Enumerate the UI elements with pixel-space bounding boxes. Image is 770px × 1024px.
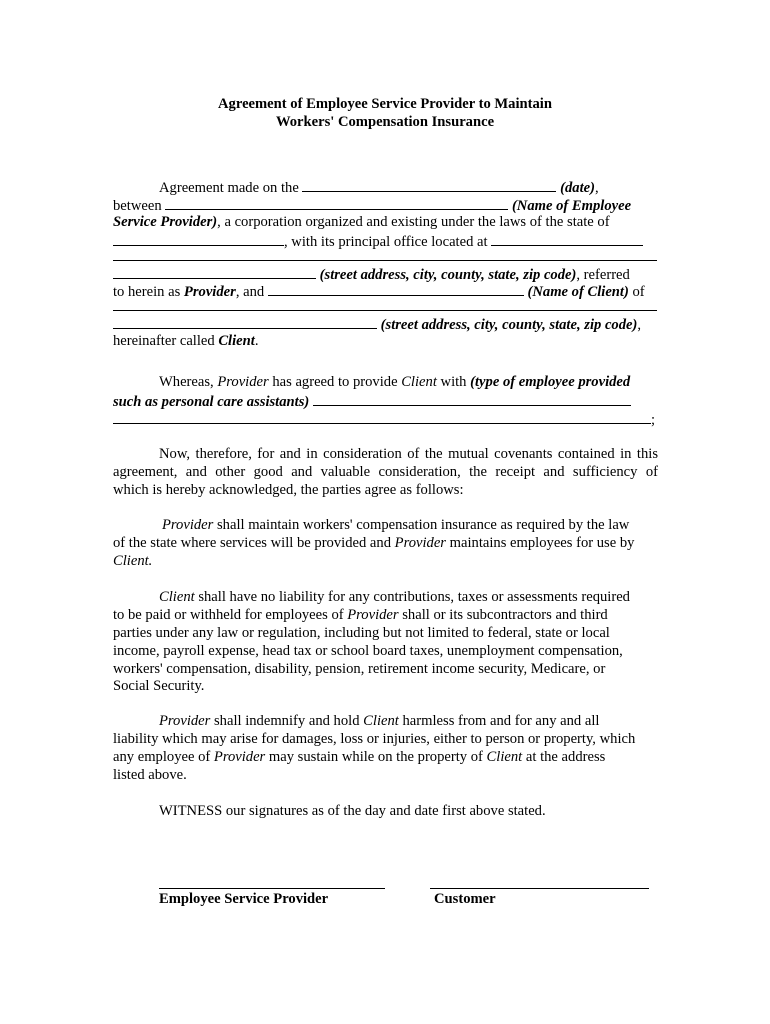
whereas-line-1 (113, 374, 658, 392)
date-blank[interactable] (302, 178, 556, 192)
p2-line-4: income, payroll expense, head tax or school board taxes, unemployment compensation, (113, 642, 623, 659)
employee-type-blank[interactable] (313, 392, 631, 406)
between-text: between (113, 197, 162, 214)
intro-line-7 (113, 315, 658, 333)
intro-line-3 (113, 214, 658, 232)
p2-line-1 (113, 589, 658, 607)
provider-signature-line[interactable] (159, 872, 385, 889)
employee-type-blank-2[interactable] (113, 410, 651, 424)
p3-line-3-b: may sustain while on the property of (265, 748, 487, 765)
p2-line-3: parties under any law or regulation, including but not limited to federal, state or local (113, 624, 610, 641)
intro-line-2 (113, 196, 658, 214)
comma: , (594, 180, 599, 196)
p1-line-3 (113, 553, 658, 571)
whereas-client: Client (401, 374, 437, 390)
address-blank-line[interactable] (113, 250, 657, 261)
office-blank[interactable] (491, 232, 643, 246)
type-label-a: (type of employee provided (470, 374, 631, 390)
provider-signature-label: Employee Service Provider (159, 891, 329, 907)
made-on-text: Agreement made on the (159, 180, 299, 196)
intro-line-5 (113, 265, 658, 283)
client-address-blank[interactable] (113, 315, 377, 329)
office-text: , with its principal office located at (284, 233, 488, 250)
p3-line-1-client: Client (363, 713, 399, 729)
p1-client: Client. (113, 552, 153, 569)
referred-text: , referred (576, 266, 630, 283)
paragraph-3 (113, 713, 658, 785)
client-name-label: (Name of Client) (527, 284, 629, 301)
intro-line-8 (113, 333, 658, 351)
p2-client: Client (159, 589, 195, 605)
hereinafter-text: hereinafter called (113, 333, 219, 350)
paragraph-2 (113, 589, 658, 696)
provider-name-blank[interactable] (165, 196, 508, 210)
whereas-line-2 (113, 392, 658, 410)
client-address-blank-line[interactable] (113, 300, 657, 311)
p3-line-3 (113, 749, 658, 767)
p1-line-2 (113, 535, 658, 553)
customer-signature-label: Customer (434, 891, 496, 907)
semicolon: ; (651, 411, 656, 428)
title-line-1: Agreement of Employee Service Provider to Maintain (218, 96, 552, 112)
p1-line-1-rest: shall maintain workers' compensation insurance as required by the law (213, 517, 630, 533)
p2-line-2-a: to be paid or withheld for employees of (113, 606, 348, 623)
now-line-3: which is hereby acknowledged, the parties agree as follows: (113, 481, 464, 498)
whereas-line-3 (113, 410, 658, 428)
address-blank[interactable] (113, 265, 316, 279)
p1-provider: Provider (162, 517, 214, 533)
provider-name-label-b: Service Provider) (113, 213, 218, 230)
corp-text: , a corporation organized and existing under the laws of the state of (217, 213, 610, 230)
p3-line-3-c: at the address (522, 748, 606, 765)
state-blank[interactable] (113, 232, 284, 246)
whereas-provider: Provider (217, 374, 269, 390)
signature-block-provider (159, 872, 385, 909)
p1-line-2-a: of the state where services will be provided and (113, 534, 395, 551)
p3-provider: Provider (159, 713, 211, 729)
now-therefore-paragraph (113, 446, 658, 500)
type-label-b: such as personal care assistants) (113, 393, 310, 410)
p3-line-2: liability which may arise for damages, loss or injuries, either to person or property, which (113, 730, 636, 747)
p3-line-3-provider: Provider (213, 748, 266, 765)
intro-line-1 (113, 178, 658, 196)
herein-text: to herein as (113, 284, 184, 301)
p3-line-1-b: harmless from and for any and all (398, 713, 600, 729)
with-text: with (436, 374, 471, 390)
provider-word: Provider (183, 284, 236, 301)
customer-signature-line[interactable] (430, 872, 649, 889)
p1-line-2-b: maintains employees for use by (446, 534, 635, 551)
p3-line-3-a: any employee of (113, 748, 214, 765)
p2-line-6: Social Security. (113, 678, 205, 695)
p1-line-2-provider: Provider (394, 534, 446, 551)
period: . (254, 333, 259, 350)
p2-line-5: workers' compensation, disability, pension, retirement income security, Medicare, or (113, 660, 606, 677)
p2-line-1-rest: shall have no liability for any contributions, taxes or assessments required (194, 589, 630, 605)
paragraph-1 (113, 517, 658, 571)
witness-paragraph (113, 803, 658, 821)
client-word: Client (218, 333, 255, 350)
p1-line-1 (113, 517, 658, 535)
and-text: , and (235, 284, 265, 301)
intro-paragraph (113, 178, 658, 351)
now-line-2: agreement, and other good and valuable consideration, the receipt and sufficiency of (113, 463, 658, 480)
whereas-lead: Whereas, (159, 374, 218, 390)
title-line-2: Workers' Compensation Insurance (275, 114, 495, 130)
has-agreed-text: has agreed to provide (268, 374, 402, 390)
now-line-1: Now, therefore, for and in consideration of the mutual covenants contained in this (159, 446, 658, 462)
of-text: of (628, 284, 645, 301)
intro-line-6 (113, 282, 658, 300)
witness-line: WITNESS our signatures as of the day and date first above stated. (159, 803, 546, 819)
provider-name-label-a: (Name of Employee (511, 197, 632, 214)
signature-block-customer (430, 872, 649, 909)
p2-line-2-provider: Provider (347, 606, 399, 623)
p2-line-2-b: shall or its subcontractors and third (398, 606, 608, 623)
whereas-paragraph (113, 374, 658, 428)
address-label-2: (street address, city, county, state, zip code) (380, 317, 638, 334)
address-label: (street address, city, county, state, zip code) (319, 266, 577, 283)
date-label: (date) (560, 180, 595, 196)
client-name-blank[interactable] (268, 282, 524, 296)
p3-line-3-client: Client (486, 748, 523, 765)
p3-line-4: listed above. (113, 766, 187, 783)
document-title (113, 95, 657, 131)
p2-line-2 (113, 607, 658, 625)
p3-line-1-a: shall indemnify and hold (210, 713, 364, 729)
comma-2: , (637, 317, 642, 334)
p3-line-1 (113, 713, 658, 731)
intro-line-4 (113, 232, 658, 250)
